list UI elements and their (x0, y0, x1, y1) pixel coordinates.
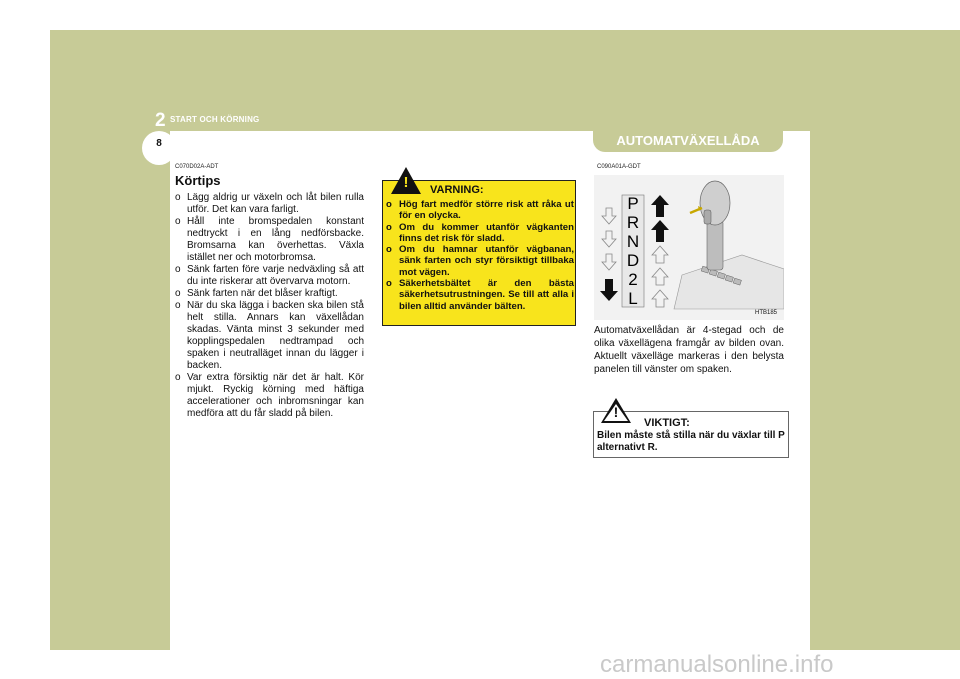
gear-letter-n: N (626, 232, 640, 251)
gear-letter-l: L (628, 289, 638, 308)
outline-arrows-right-icon (652, 246, 668, 307)
important-text: Bilen måste stå stilla när du växlar till P alternativt R. (597, 430, 785, 453)
gearbox-description: Automatväxellådan är 4-stegad och de olika växellägena framgår av bilden ovan. Aktuellt växelläge markeras i den belysta panelen till vänster om spaken. (594, 325, 784, 375)
list-item: o Säkerhetsbältet är den bästa säkerhetsutrustningen. Se till att alla i bilen alltid använder bälten. (386, 278, 574, 312)
chapter-number: 2 (155, 110, 166, 131)
list-item: o Om du hamnar utanför vägbanan, sänk farten och styr försiktigt tillbaka mot vägen. (386, 244, 574, 278)
list-item: o Hög fart medför större risk att råka ut för en olycka. (386, 199, 574, 222)
list-item: o Om du kommer utanför vägkanten finns det risk för sladd. (386, 221, 574, 244)
outline-arrows-left-icon (602, 208, 616, 270)
up-arrow-icon (651, 195, 669, 217)
gear-letter-2: 2 (628, 270, 638, 289)
up-arrow-icon (651, 220, 669, 242)
warning-symbol: ! (403, 174, 409, 191)
warning-title: VARNING: (430, 184, 484, 196)
gear-shift-figure (594, 175, 784, 320)
section-header (593, 130, 783, 152)
list-item: o När du ska lägga i backen ska bilen stå helt stilla. Annars kan växellådan skadas. Vänta minst 3 sekunder med kopplingspedalen nedtrampad och spaken i neutralläget innan du lägger i backen. (175, 300, 364, 371)
gear-letter-p: P (627, 194, 639, 213)
down-arrow-icon (600, 279, 618, 301)
figure-code: HTB185 (755, 310, 778, 316)
section-heading: Körtips (175, 173, 221, 188)
page-number: 8 (142, 131, 176, 165)
list-item: o Sänk farten när det blåser kraftigt. (175, 288, 338, 299)
important-symbol: ! (613, 404, 619, 420)
list-item: o Sänk farten före varje nedväxling så att du inte riskerar att övervarva motorn. (175, 264, 364, 287)
warning-list (386, 199, 574, 312)
console-panel (674, 255, 784, 309)
shift-button (704, 210, 711, 224)
gear-letter-d: D (626, 251, 640, 270)
gear-letter-r: R (626, 213, 640, 232)
figure-section-code: C090A01A-GDT (597, 164, 641, 170)
important-title: VIKTIGT: (644, 417, 690, 429)
gear-shift-illustration (594, 175, 784, 320)
driving-tips-list (175, 192, 364, 420)
section-title: AUTOMATVÄXELLÅDA (616, 133, 760, 148)
section-code: C070D02A-ADT (175, 164, 219, 170)
shift-lever (707, 220, 723, 270)
watermark: carmanualsonline.info (600, 651, 834, 678)
list-item: o Håll inte bromspedalen konstant nedtryckt i en lång nedförsbacke. Bromsarna kan överhettas. Växla istället ner och motorbromsa. (175, 216, 364, 263)
list-item: o Lägg aldrig ur växeln och låt bilen rulla utför. Det kan vara farligt. (175, 192, 364, 215)
chapter-title: START OCH KÖRNING (170, 115, 260, 124)
list-item: o Var extra försiktig när det är halt. Kör mjukt. Ryckig körning med häftiga accelerationer och inbromsningar kan medföra att du får sladd på bilen. (175, 372, 364, 419)
